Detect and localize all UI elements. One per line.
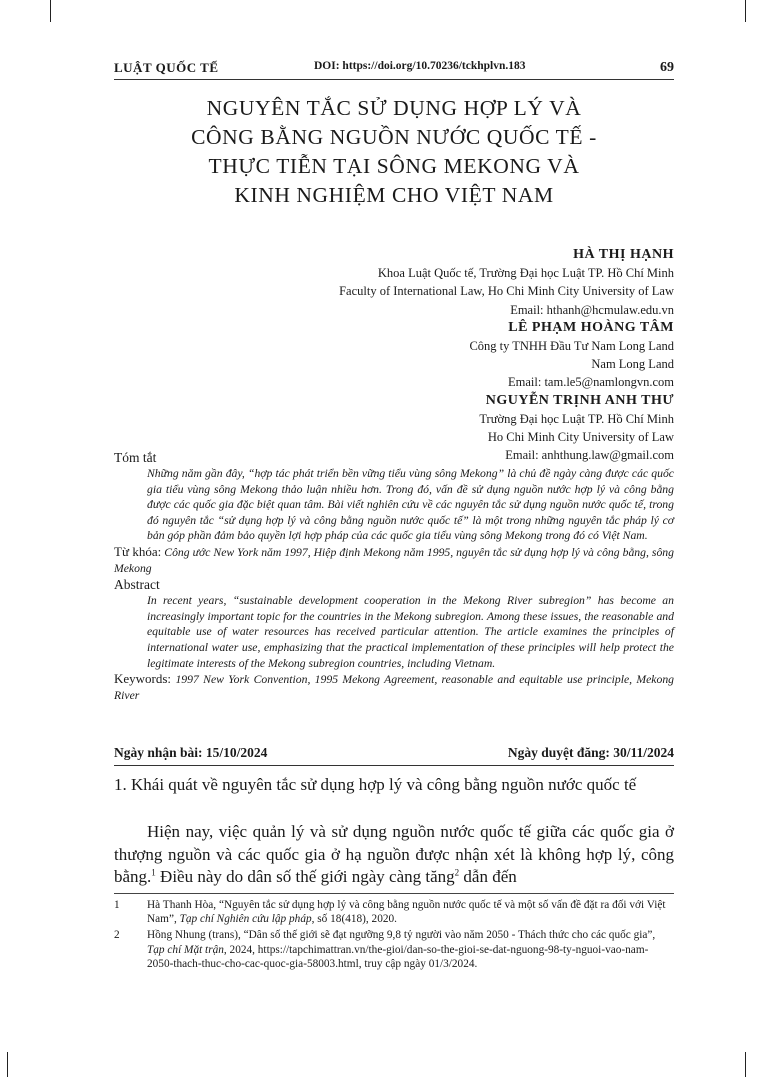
- author-affiliation: Trường Đại học Luật TP. Hồ Chí Minh: [479, 411, 674, 426]
- article-title: [114, 94, 674, 210]
- tomtat-label: Tóm tắt: [114, 450, 157, 465]
- header-rule: [114, 79, 674, 80]
- dates-row: [114, 745, 674, 763]
- abstract-text: In recent years, “sustainable development cooperation in the Mekong River subregion” has become an increasingly important topic for the countries in the Mekong subregion. Among these issues, the reasonable and equitable use of water resources has received particular attention. The article examines the principles of international water use, emphasizing that the practical implementation of these principles will help protect the legitimate interests of the Mekong subregion countries, including Vietnam.: [147, 594, 674, 670]
- footnote-journal: Tạp chí Mặt trận: [147, 943, 224, 956]
- footnote-ref[interactable]: 1: [151, 867, 156, 878]
- crop-mark: [50, 0, 51, 22]
- footnote-ref[interactable]: 2: [454, 867, 460, 878]
- abstract-block: [114, 449, 674, 703]
- dates-rule: [114, 765, 674, 766]
- author-email[interactable]: Email: tam.le5@namlongvn.com: [508, 375, 674, 390]
- author-affiliation: Ho Chi Minh City University of Law: [487, 430, 674, 445]
- author-name: LÊ PHẠM HOÀNG TÂM: [508, 319, 674, 335]
- footnotes: [114, 898, 674, 973]
- keywords-label: Keywords:: [114, 671, 172, 687]
- title-line: KINH NGHIỆM CHO VIỆT NAM: [234, 183, 554, 207]
- keywords: [114, 671, 674, 703]
- abstract-label: Abstract: [114, 577, 160, 593]
- footnote-text: Hà Thanh Hòa, “Nguyên tắc sử dụng hợp lý và công bằng nguồn nước quốc tế và một số vấn đề đặt ra đối với Việt Nam”,: [147, 899, 666, 926]
- keywords-text: 1997 New York Convention, 1995 Mekong Agreement, reasonable and equitable use principle, Mekong River: [114, 673, 675, 702]
- footnote-number: 2: [114, 929, 120, 942]
- footnote-text: , số 18(418), 2020.: [311, 913, 397, 926]
- received-date: Ngày nhận bài: 15/10/2024: [114, 745, 268, 760]
- author-name: HÀ THỊ HẠNH: [573, 247, 674, 262]
- footnote-text: Hồng Nhung (trans), “Dân số thế giới sẽ đạt ngưỡng 9,8 tỷ người vào năm 2050 - Thách thức cho các quốc gia”,: [147, 929, 656, 942]
- tukhoa-label: Từ khóa:: [114, 543, 162, 559]
- footnote-journal: Tạp chí Nghiên cứu lập pháp: [179, 913, 312, 926]
- body-text: dẫn đến: [459, 867, 517, 886]
- author-affiliation: Khoa Luật Quốc tế, Trường Đại học Luật TP. Hồ Chí Minh: [377, 266, 674, 281]
- crop-mark: [745, 1052, 746, 1077]
- tukhoa: [114, 544, 674, 576]
- journal-section: LUẬT QUỐC TẾ: [114, 60, 219, 75]
- footnote: [114, 928, 674, 971]
- footnote-rule: [114, 893, 674, 894]
- accepted-date: Ngày duyệt đăng: 30/11/2024: [507, 745, 674, 760]
- body-paragraph: [114, 821, 674, 889]
- author-block: [114, 246, 674, 464]
- footnote-number: 1: [114, 899, 120, 911]
- author-email[interactable]: Email: anhthung.law@gmail.com: [505, 448, 674, 463]
- footnote: [114, 898, 674, 926]
- crop-mark: [745, 0, 746, 22]
- section-heading: 1. Khái quát về nguyên tắc sử dụng hợp lý và công bằng nguồn nước quốc tế: [114, 775, 637, 794]
- body-text: Điều này do dân số thế giới ngày càng tăng: [155, 867, 455, 886]
- title-line: THỰC TIỄN TẠI SÔNG MEKONG VÀ: [208, 154, 580, 178]
- page-number: 69: [660, 60, 674, 75]
- body-text: Hiện nay, việc quản lý và sử dụng nguồn nước quốc tế giữa các quốc gia ở thượng nguồn và các quốc gia ở hạ nguồn được nhận xét là không hợp lý, công bằng.: [114, 822, 674, 886]
- author-affiliation: Faculty of International Law, Ho Chi Minh City University of Law: [339, 284, 674, 299]
- tomtat-text: Những năm gần đây, “hợp tác phát triển bền vững tiểu vùng sông Mekong” là chủ đề ngày càng được các quốc gia tiểu vùng sông Mekong thảo luận nhiều hơn. Trong đó, vấn đề sử dụng nguồn nước hợp lý và công bằng được các quốc gia đặc biệt quan tâm. Bài viết nghiên cứu về các nguyên tắc sử dụng nguồn nước quốc tế, trong đó nguyên tắc “sử dụng hợp lý và công bằng nguồn nước quốc tế” là một trong những nguyên tắc pháp lý cơ bản góp phần đảm bảo quyền lợi hợp pháp của các quốc gia tiểu vùng sông Mekong trong đó có Việt Nam.: [147, 467, 674, 543]
- footnote-text[interactable]: , 2024, https://tapchimattran.vn/the-gioi/dan-so-the-gioi-se-dat-nguong-98-ty-nguoi-vao-nam-2050-thach-thuc-cho-cac-quoc-gia-58003.html, truy cập ngày 01/3/2024.: [147, 943, 649, 970]
- running-header: [114, 60, 674, 76]
- author-name: NGUYỄN TRỊNH ANH THƯ: [485, 392, 674, 408]
- author-email[interactable]: Email: hthanh@hcmulaw.edu.vn: [510, 302, 674, 317]
- doi[interactable]: DOI: https://doi.org/10.70236/tckhplvn.183: [314, 60, 526, 72]
- title-line: NGUYÊN TẮC SỬ DỤNG HỢP LÝ VÀ: [206, 96, 582, 120]
- author-affiliation: Nam Long Land: [591, 357, 674, 372]
- crop-mark: [7, 1052, 8, 1077]
- title-line: CÔNG BẰNG NGUỒN NƯỚC QUỐC TẾ -: [191, 125, 597, 149]
- tukhoa-text: Công ước New York năm 1997, Hiệp định Mekong năm 1995, nguyên tắc sử dụng hợp lý và công bằng, sông Mekong: [114, 545, 674, 575]
- author-affiliation: Công ty TNHH Đầu Tư Nam Long Land: [469, 339, 674, 354]
